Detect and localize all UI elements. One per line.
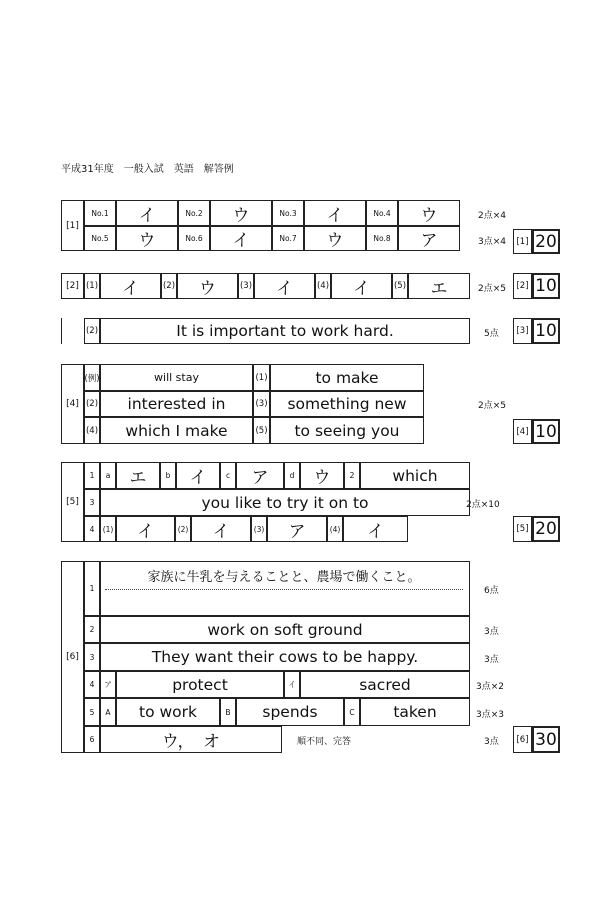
question-number: No.2 [178,200,210,226]
score-box: 20 [532,516,560,542]
question-number: 2 [84,616,100,643]
points-note: 3点×4 [478,237,506,247]
answer-cell: spends [236,698,344,726]
score-box: 30 [532,726,560,753]
score-label: [3] [513,318,532,344]
note-text: 順不同、完答 [297,737,352,747]
answer-cell: They want their cows to be happy. [100,643,470,671]
points-note: 3点×2 [476,682,504,692]
points-note: 2点×5 [478,284,506,294]
answer-cell: イ [116,516,175,542]
sub-label: イ [284,671,300,698]
points-note: 3点 [484,655,499,665]
points-note: 3点 [484,627,499,637]
points-note: 2点×5 [478,401,506,411]
question-number: 6 [84,726,100,753]
points-note: 6点 [484,586,499,596]
sub-label: B [220,698,236,726]
answer-cell: ウ [304,226,366,251]
sub-label: (2) [175,516,191,542]
section-1-label: [1] [61,200,84,251]
points-note: 2点×4 [478,211,506,221]
question-number: 5 [84,698,100,726]
points-note: 2点×10 [466,500,500,510]
question-number: No.7 [272,226,304,251]
answer-cell: イ [254,273,315,299]
question-number: (2) [161,273,177,299]
answer-cell: イ [210,226,272,251]
score-box: 10 [532,273,560,299]
score-box: 10 [532,419,560,444]
answer-cell: to seeing you [270,417,424,444]
question-number: (例) [84,364,100,391]
question-number: (4) [84,417,100,444]
question-number: 2 [344,462,360,489]
answer-cell: sacred [300,671,470,698]
answer-cell-long [100,561,470,616]
question-number: No.5 [84,226,116,251]
question-number: 1 [84,462,100,489]
score-label: [5] [513,516,532,542]
question-number: (3) [238,273,254,299]
answer-cell: ウ [116,226,178,251]
answer-cell: ア [267,516,327,542]
answer-cell: ウ， オ [100,726,282,753]
question-number: (1) [253,364,270,391]
question-number: 4 [84,516,100,542]
page-title: 平成31年度 一般入試 英語 解答例 [61,164,234,175]
question-number: (5) [253,417,270,444]
section-4-label: [4] [61,364,84,444]
sub-label: ア [100,671,116,698]
question-number: No.1 [84,200,116,226]
score-label: [1] [513,229,532,254]
answer-cell: ア [236,462,284,489]
answer-cell: work on soft ground [100,616,470,643]
answer-cell: to make [270,364,424,391]
section-3-left-edge [61,318,62,344]
answer-cell: ウ [300,462,344,489]
answer-cell: イ [191,516,251,542]
sub-label: b [160,462,176,489]
answer-cell: イ [176,462,220,489]
question-number: (2) [84,391,100,417]
question-number: (1) [84,273,100,299]
answer-cell: something new [270,391,424,417]
score-box: 20 [532,229,560,254]
points-note: 3点×3 [476,710,504,720]
answer-cell: which [360,462,470,489]
section-5-label: [5] [61,462,84,542]
answer-cell: エ [116,462,160,489]
answer-cell: イ [100,273,161,299]
answer-text: 家族に牛乳を与えることと、農場で働くこと。 [147,569,421,585]
question-number: 4 [84,671,100,698]
answer-cell: interested in [100,391,253,417]
answer-cell: ア [398,226,460,251]
answer-cell: It is important to work hard. [100,318,470,344]
sub-label: A [100,698,116,726]
answer-cell: protect [116,671,284,698]
answer-cell: ウ [210,200,272,226]
answer-cell: イ [343,516,408,542]
score-box: 10 [532,318,560,344]
answer-cell: which I make [100,417,253,444]
sub-label: (4) [327,516,343,542]
sub-label: (1) [100,516,116,542]
question-number: No.6 [178,226,210,251]
question-number: (5) [392,273,408,299]
answer-cell: エ [408,273,470,299]
question-number: (2) [84,318,100,344]
example-answer: will stay [100,364,253,391]
answer-cell: ウ [177,273,238,299]
sub-label: C [344,698,360,726]
sub-label: (3) [251,516,267,542]
answer-cell: イ [331,273,392,299]
question-number: No.8 [366,226,398,251]
sub-label: d [284,462,300,489]
score-label: [6] [513,726,532,753]
answer-cell: イ [116,200,178,226]
answer-cell: taken [360,698,470,726]
points-note: 3点 [484,737,499,747]
question-number: No.4 [366,200,398,226]
question-number: 1 [84,561,100,616]
question-number: 3 [84,489,100,516]
answer-cell: イ [304,200,366,226]
score-label: [4] [513,419,532,444]
score-label: [2] [513,273,532,299]
question-number: No.3 [272,200,304,226]
sub-label: a [100,462,116,489]
answer-cell: to work [116,698,220,726]
answer-cell: you like to try it on to [100,489,470,516]
points-note: 5点 [484,329,499,339]
question-number: (3) [253,391,270,417]
section-2-label: [2] [61,273,84,299]
question-number: (4) [315,273,331,299]
dotted-line [105,589,463,590]
answer-cell: ウ [398,200,460,226]
question-number: 3 [84,643,100,671]
sub-label: c [220,462,236,489]
section-6-label: [6] [61,561,84,753]
